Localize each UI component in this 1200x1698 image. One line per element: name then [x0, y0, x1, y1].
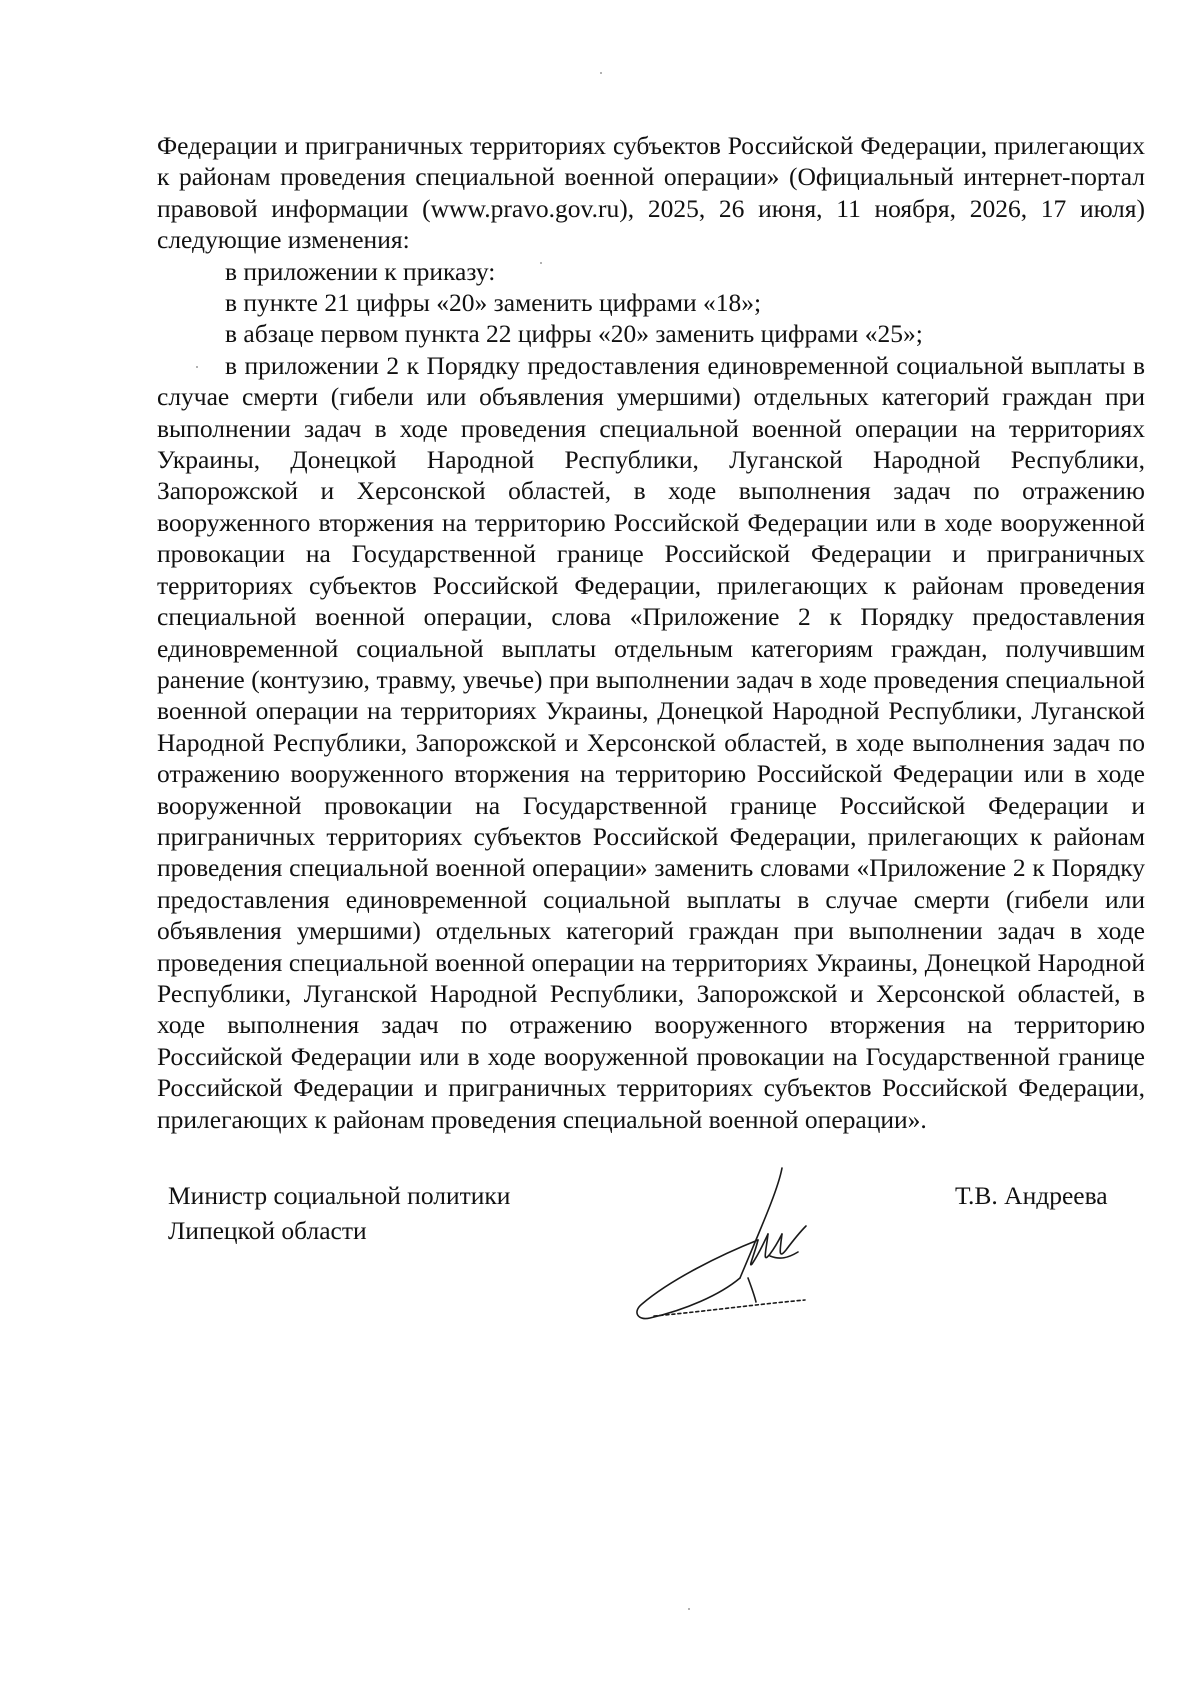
signer-title: [168, 1178, 510, 1248]
paragraph-appendix-2: в приложении 2 к Порядку предоставления единовременной социальной выплаты в случае смерти (гибели или объявления умершими) отдельных категорий граждан при выполнении задач в ходе проведения специальной военной операции на территориях Украины, Донецкой Народной Республики, Луганской Народной Республики, Запорожской и Херсонской областей, в ходе выполнения задач по отражению вооруженного вторжения на территорию Российской Федерации или в ходе вооруженной провокации на Государственной границе Российской Федерации и приграничных территориях субъектов Российской Федерации, прилегающих к районам проведения специальной военной операции, слова «Приложение 2 к Порядку предоставления единовременной социальной выплаты отдельным категориям граждан, получившим ранение (контузию, травму, увечье) при выполнении задач в ходе проведения специальной военной операции на территориях Украины, Донецкой Народной Республики, Луганской Народной Республики, Запорожской и Херсонской областей, в ходе выполнения задач по отражению вооруженного вторжения на территорию Российской Федерации или в ходе вооруженной провокации на Государственной границе Российской Федерации и приграничных территориях субъектов Российской Федерации, прилегающих к районам проведения специальной военной операции» заменить словами «Приложение 2 к Порядку предоставления единовременной социальной выплаты в случае смерти (гибели или объявления умершими) отдельных категорий граждан при выполнении задач в ходе проведения специальной военной операции на территориях Украины, Донецкой Народной Республики, Луганской Народной Республики, Запорожской и Херсонской областей, в ходе выполнения задач по отражению вооруженного вторжения на территорию Российской Федерации или в ходе вооруженной провокации на Государственной границе Российской Федерации и приграничных территориях субъектов Российской Федерации, прилегающих к районам проведения специальной военной операции».: [157, 350, 1145, 1134]
signer-title-line-1: Министр социальной политики: [168, 1181, 511, 1210]
paragraph-point-21: в пункте 21 цифры «20» заменить цифрами «18»;: [225, 288, 762, 318]
paragraph-continuation: Федерации и приграничных территориях субъектов Российской Федерации, прилегающих к районам проведения специальной военной операции» (Официальный интернет-портал правовой информации (www.pravo.gov.ru), 2025, 26 июня, 11 ноября, 2026, 17 июля) следующие изменения:: [157, 131, 1145, 255]
signature-block: [0, 1160, 1200, 1360]
scan-dot: [688, 1608, 690, 1610]
scan-dot: [196, 366, 198, 368]
handwritten-signature-icon: [630, 1160, 890, 1330]
paragraph-point-22: в абзаце первом пункта 22 цифры «20» заменить цифрами «25»;: [225, 319, 923, 349]
document-body: [157, 130, 1145, 1135]
paragraph-appendix-intro: в приложении к приказу:: [225, 256, 496, 286]
signer-title-line-2: Липецкой области: [168, 1216, 367, 1245]
scan-dot: [540, 262, 542, 264]
signer-name: Т.В. Андреева: [955, 1181, 1108, 1210]
scan-dot: [600, 72, 602, 74]
